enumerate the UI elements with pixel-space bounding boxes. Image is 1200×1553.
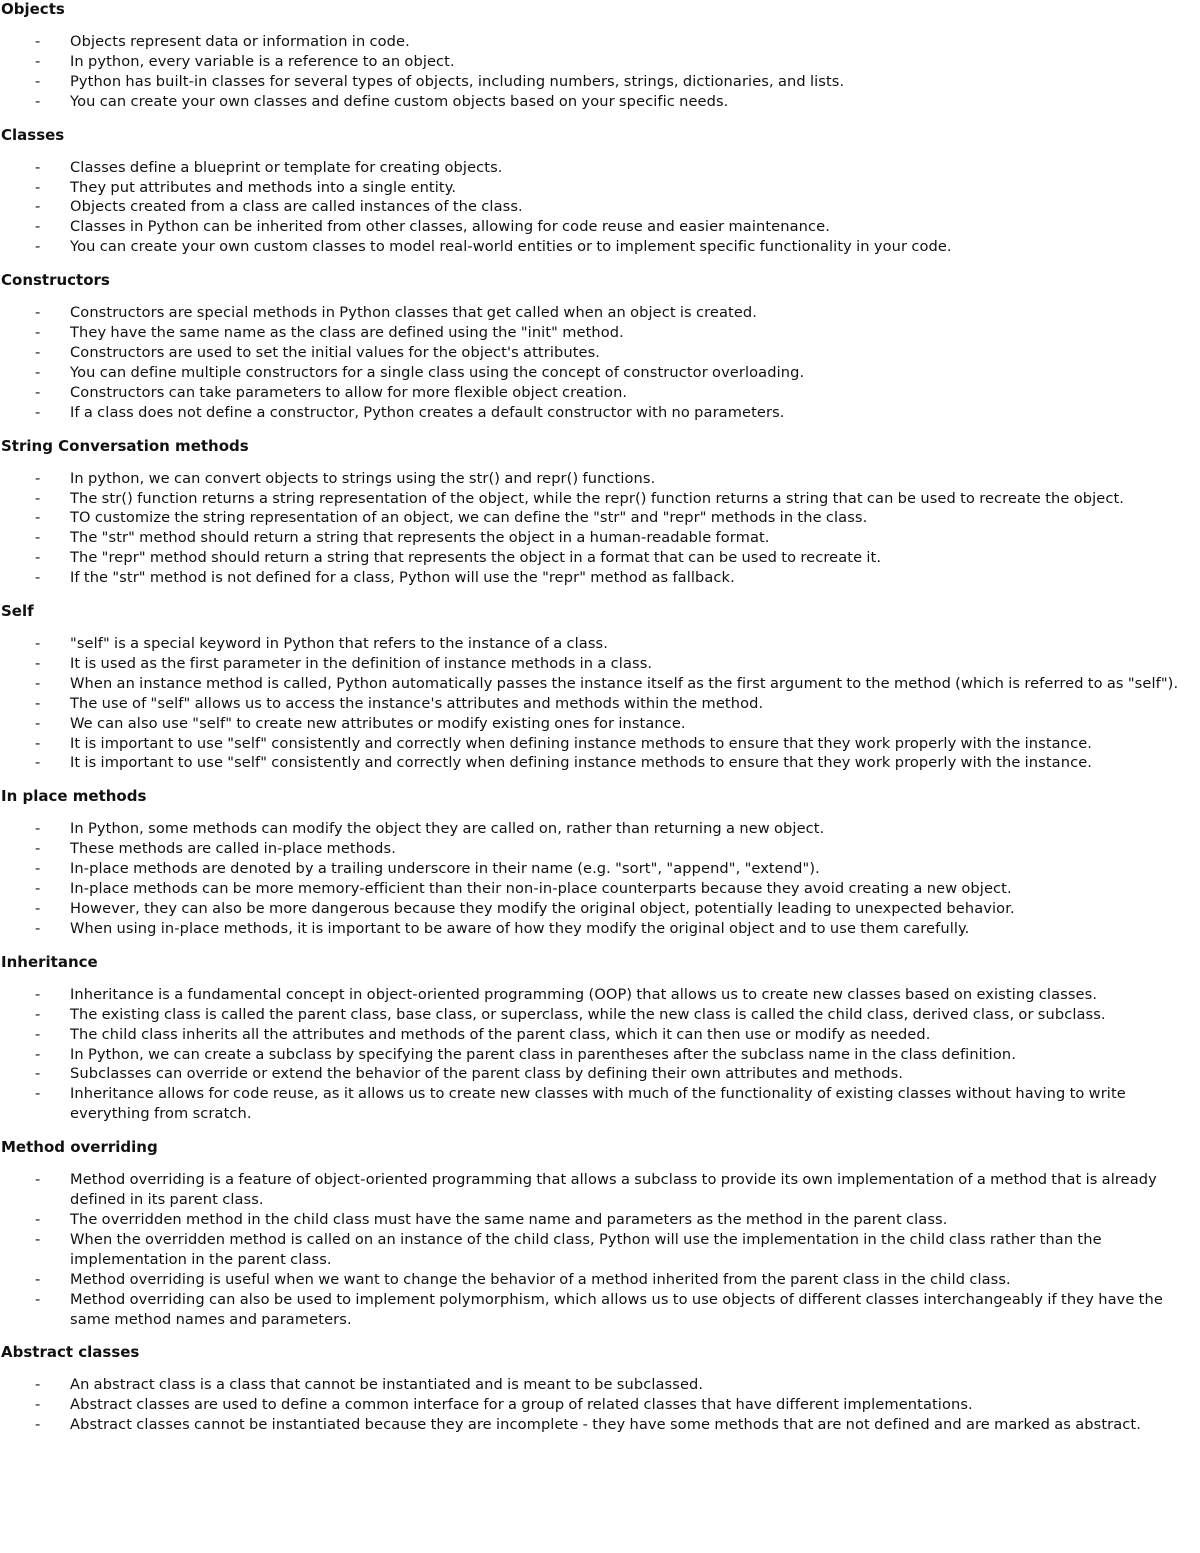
list-item-text: Classes in Python can be inherited from other classes, allowing for code reuse and easier maintenance. (70, 218, 830, 236)
list-item-text: In Python, some methods can modify the object they are called on, rather than returning a new object. (70, 820, 825, 838)
list-item-text: "self" is a special keyword in Python that refers to the instance of a class. (70, 635, 608, 653)
list-item-text: In python, every variable is a reference to an object. (70, 52, 455, 70)
list-item (1, 237, 1200, 257)
list-item (1, 489, 1200, 509)
list-item (1, 753, 1200, 773)
list-item (1, 1270, 1200, 1290)
list-item-text: Inheritance allows for code reuse, as it allows us to create new classes with much of the functionality of existing classes without having to write everything from scratch. (70, 1085, 1126, 1123)
bullet-list (1, 303, 1200, 422)
bullet-dash: - (35, 1376, 41, 1394)
list-item-text: The str() function returns a string representation of the object, while the repr() function returns a string that can be used to recreate the object. (70, 489, 1125, 507)
bullet-dash: - (35, 1270, 41, 1288)
bullet-dash: - (35, 33, 41, 50)
list-item (1, 634, 1200, 654)
bullet-dash: - (35, 900, 41, 917)
list-item (1, 1025, 1200, 1045)
list-item-text: Python has built-in classes for several types of objects, including numbers, strings, dictionaries, and lists. (70, 72, 845, 90)
list-item (1, 469, 1200, 489)
bullet-dash: - (35, 92, 41, 110)
section-heading: String Conversation methods (1, 436, 249, 455)
list-item (1, 568, 1200, 588)
bullet-dash: - (35, 158, 41, 176)
list-item (1, 714, 1200, 734)
list-item (1, 343, 1200, 363)
list-item-text: You can define multiple constructors for a single class using the concept of constructor overloading. (70, 363, 805, 381)
bullet-dash: - (35, 1005, 41, 1023)
list-item-text: In-place methods can be more memory-efficient than their non-in-place counterparts because they avoid creating a new object. (70, 880, 1012, 898)
list-item-text: Inheritance is a fundamental concept in object-oriented programming (OOP) that allows us to create new classes based on existing classes. (70, 985, 1098, 1003)
list-item-text: Abstract classes cannot be instantiated because they are incomplete - they have some methods that are not defined and are marked as abstract. (70, 1416, 1141, 1434)
list-item-text: These methods are called in-place methods. (70, 840, 396, 858)
list-item-text: Constructors are special methods in Python classes that get called when an object is created. (70, 304, 758, 322)
list-item (1, 92, 1200, 112)
bullet-dash: - (35, 304, 41, 322)
bullet-dash: - (35, 635, 41, 653)
list-item-text: In python, we can convert objects to strings using the str() and repr() functions. (70, 469, 656, 487)
list-item-text: When an instance method is called, Python automatically passes the instance itself as the first argument to the method (which is referred to as "self"). (70, 674, 1179, 692)
list-item (1, 839, 1200, 859)
list-item (1, 1415, 1200, 1435)
bullet-dash: - (35, 469, 41, 487)
bullet-dash: - (35, 754, 41, 772)
list-item-text: It is used as the first parameter in the definition of instance methods in a class. (70, 654, 653, 672)
bullet-dash: - (35, 549, 41, 567)
bullet-dash: - (35, 1171, 41, 1189)
bullet-dash: - (35, 178, 41, 196)
list-item-text: It is important to use "self" consistently and correctly when defining instance methods to ensure that they work properly with the instance. (70, 754, 1093, 772)
section-heading: Constructors (1, 271, 110, 290)
bullet-dash: - (35, 674, 41, 692)
list-item (1, 1170, 1200, 1210)
bullet-dash: - (35, 569, 41, 587)
section-heading: In place methods (1, 787, 147, 806)
bullet-list (1, 158, 1200, 258)
bullet-dash: - (35, 820, 41, 838)
bullet-dash: - (35, 489, 41, 507)
bullet-dash: - (35, 383, 41, 401)
list-item (1, 819, 1200, 839)
list-item-text: The overridden method in the child class must have the same name and parameters as the method in the parent class. (70, 1210, 948, 1228)
bullet-dash: - (35, 985, 41, 1003)
list-item-text: You can create your own custom classes to model real-world entities or to implement specific functionality in your code. (70, 238, 952, 256)
bullet-dash: - (35, 860, 41, 878)
list-item-text: Method overriding is useful when we want to change the behavior of a method inherited from the parent class in the child class. (70, 1270, 1011, 1288)
list-item-text: An abstract class is a class that cannot be instantiated and is meant to be subclassed. (70, 1376, 704, 1394)
bullet-dash: - (35, 919, 41, 937)
bullet-list (1, 819, 1200, 938)
list-item-text: Classes define a blueprint or template for creating objects. (70, 158, 503, 176)
list-item-text: In Python, we can create a subclass by specifying the parent class in parentheses after the subclass name in the class definition. (70, 1045, 1016, 1063)
list-item (1, 1210, 1200, 1230)
list-item-text: If a class does not define a constructor, Python creates a default constructor with no parameters. (70, 403, 785, 421)
bullet-list (1, 1375, 1200, 1435)
list-item-text: They put attributes and methods into a single entity. (70, 178, 457, 196)
section-heading: Inheritance (1, 952, 98, 971)
list-item-text: Constructors are used to set the initial values for the object's attributes. (70, 343, 601, 361)
list-item (1, 1064, 1200, 1084)
list-item-text: Constructors can take parameters to allow for more flexible object creation. (70, 383, 628, 401)
bullet-dash: - (35, 1396, 41, 1414)
bullet-dash: - (35, 694, 41, 712)
list-item-text: Objects created from a class are called instances of the class. (70, 198, 523, 216)
bullet-dash: - (35, 734, 41, 752)
list-item (1, 383, 1200, 403)
list-item (1, 899, 1200, 919)
list-item (1, 303, 1200, 323)
section-heading: Abstract classes (1, 1343, 140, 1362)
bullet-list (1, 634, 1200, 773)
bullet-dash: - (35, 840, 41, 858)
list-item-text: In-place methods are denoted by a trailing underscore in their name (e.g. "sort", "append", "extend"). (70, 860, 820, 878)
list-item-text: Abstract classes are used to define a common interface for a group of related classes that have different implementations. (70, 1396, 973, 1414)
section-heading: Objects (1, 0, 65, 18)
list-item-text: The use of "self" allows us to access the instance's attributes and methods within the method. (70, 694, 764, 712)
bullet-dash: - (35, 509, 41, 527)
list-item-text: However, they can also be more dangerous because they modify the original object, potentially leading to unexpected behavior. (70, 900, 1015, 917)
bullet-list (1, 32, 1200, 112)
list-item-text: The "str" method should return a string that represents the object in a human-readable format. (70, 529, 770, 547)
bullet-dash: - (35, 1210, 41, 1228)
list-item-text: When using in-place methods, it is important to be aware of how they modify the original object and to use them carefully. (70, 919, 970, 937)
list-item (1, 52, 1200, 72)
list-item-text: You can create your own classes and define custom objects based on your specific needs. (70, 92, 729, 110)
bullet-dash: - (35, 324, 41, 342)
list-item-text: The existing class is called the parent class, base class, or superclass, while the new class is called the child class, derived class, or subclass. (70, 1005, 1106, 1023)
bullet-dash: - (35, 714, 41, 732)
list-item (1, 158, 1200, 178)
list-item (1, 1045, 1200, 1065)
list-item (1, 72, 1200, 92)
list-item (1, 654, 1200, 674)
section-heading: Self (1, 602, 34, 621)
list-item (1, 403, 1200, 423)
list-item (1, 197, 1200, 217)
list-item-text: The child class inherits all the attributes and methods of the parent class, which it can then use or modify as needed. (70, 1025, 931, 1043)
list-item-text: If the "str" method is not defined for a class, Python will use the "repr" method as fallback. (70, 569, 735, 587)
list-item-text: Subclasses can override or extend the behavior of the parent class by defining their own attributes and methods. (70, 1065, 904, 1083)
bullet-dash: - (35, 1416, 41, 1434)
bullet-dash: - (35, 1065, 41, 1083)
list-item (1, 363, 1200, 383)
list-item (1, 859, 1200, 879)
bullet-dash: - (35, 529, 41, 547)
bullet-dash: - (35, 363, 41, 381)
list-item (1, 674, 1200, 694)
bullet-dash: - (35, 72, 41, 90)
list-item-text: Method overriding can also be used to implement polymorphism, which allows us to use objects of different classes interchangeably if they have the same method names and parameters. (70, 1290, 1163, 1328)
list-item (1, 178, 1200, 198)
list-item (1, 1375, 1200, 1395)
bullet-dash: - (35, 403, 41, 421)
list-item (1, 1230, 1200, 1270)
list-item-text: They have the same name as the class are defined using the "init" method. (70, 324, 624, 342)
bullet-list (1, 469, 1200, 588)
list-item (1, 1290, 1200, 1330)
list-item (1, 1395, 1200, 1415)
list-item-text: We can also use "self" to create new attributes or modify existing ones for instance. (70, 714, 686, 732)
list-item (1, 919, 1200, 939)
bullet-dash: - (35, 343, 41, 361)
bullet-dash: - (35, 198, 41, 216)
bullet-dash: - (35, 1290, 41, 1308)
bullet-list (1, 985, 1200, 1124)
list-item-text: The "repr" method should return a string that represents the object in a format that can be used to recreate it. (70, 549, 882, 567)
list-item (1, 323, 1200, 343)
section-heading: Method overriding (1, 1138, 158, 1157)
list-item (1, 508, 1200, 528)
list-item (1, 1084, 1200, 1124)
section-heading: Classes (1, 125, 65, 144)
bullet-dash: - (35, 52, 41, 70)
bullet-dash: - (35, 1025, 41, 1043)
list-item (1, 217, 1200, 237)
list-item-text: Objects represent data or information in code. (70, 33, 410, 50)
list-item (1, 734, 1200, 754)
list-item (1, 548, 1200, 568)
bullet-dash: - (35, 1230, 41, 1248)
bullet-dash: - (35, 1085, 41, 1103)
bullet-dash: - (35, 1045, 41, 1063)
list-item-text: It is important to use "self" consistently and correctly when defining instance methods to ensure that they work properly with the instance. (70, 734, 1093, 752)
bullet-dash: - (35, 880, 41, 898)
list-item (1, 32, 1200, 52)
list-item-text: Method overriding is a feature of object-oriented programming that allows a subclass to provide its own implementation of a method that is already defined in its parent class. (70, 1171, 1157, 1209)
list-item (1, 985, 1200, 1005)
list-item-text: When the overridden method is called on an instance of the child class, Python will use the implementation in the child class rather than the implementation in the parent class. (70, 1230, 1102, 1268)
bullet-list (1, 1170, 1200, 1329)
list-item (1, 1005, 1200, 1025)
bullet-dash: - (35, 654, 41, 672)
list-item (1, 879, 1200, 899)
bullet-dash: - (35, 218, 41, 236)
list-item (1, 694, 1200, 714)
list-item-text: TO customize the string representation of an object, we can define the "str" and "repr" methods in the class. (70, 509, 868, 527)
bullet-dash: - (35, 238, 41, 256)
list-item (1, 528, 1200, 548)
